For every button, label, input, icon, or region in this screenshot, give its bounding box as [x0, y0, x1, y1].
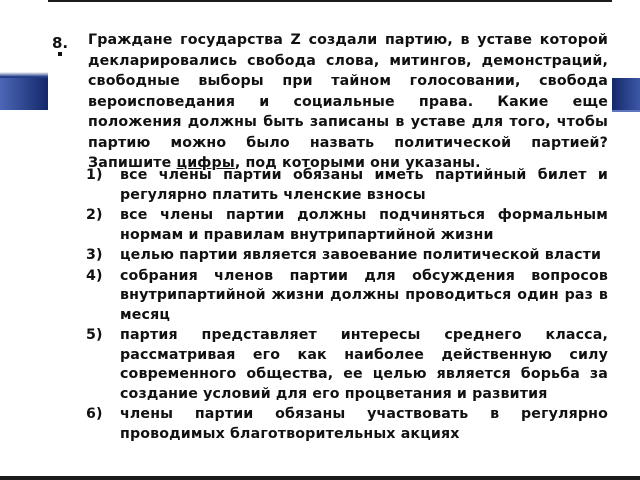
answer-options — [86, 166, 608, 445]
frame-bottom-line — [0, 476, 640, 480]
answer-option-text: все члены партии обязаны иметь партийный билет и регулярно платить членские взносы — [120, 167, 608, 203]
answer-option — [86, 206, 608, 245]
document-page — [48, 18, 612, 476]
answer-option — [86, 326, 608, 404]
slide-frame-left-band — [0, 78, 48, 110]
question-stem — [88, 30, 608, 174]
answer-option-text: собрания членов партии для обсуждения вопросов внутрипартийной жизни должны проводиться один раз в месяц — [120, 267, 608, 323]
answer-option-number: 2) — [86, 207, 103, 223]
slide-frame-right — [612, 0, 640, 480]
frame-top-line — [0, 0, 640, 2]
answer-option-text: целью партии является завоевание политической власти — [120, 247, 602, 263]
answer-option — [86, 405, 608, 444]
question-stem-ending: , под которыми они указаны. — [234, 155, 481, 171]
answer-option-number: 3) — [86, 247, 103, 263]
answer-option-number: 4) — [86, 267, 103, 284]
answer-option-number: 6) — [86, 406, 103, 422]
question-stem-emphasis: цифры — [176, 155, 235, 171]
answer-option-text: партия представляет интересы среднего класса, рассматривая его как наиболее действенную силу современного общества, ее целью является борьба за создание условий для его процветания и развития — [120, 327, 608, 402]
answer-option-number: 5) — [86, 327, 103, 343]
question-number-mark — [58, 52, 62, 56]
question-number: 8. — [52, 34, 69, 52]
slide-frame-right-line — [612, 110, 640, 112]
answer-option — [86, 166, 608, 205]
answer-option-text: все члены партии должны подчиняться формальным нормам и правилам внутрипартийной жизни — [120, 207, 608, 243]
slide-frame-left — [0, 0, 48, 480]
answer-option — [86, 267, 608, 326]
answer-option-text: члены партии обязаны участвовать в регулярно проводимых благотворительных акциях — [120, 406, 608, 442]
answer-option — [86, 246, 608, 266]
question-stem-text: Граждане государства Z создали партию, в уставе которой декларировались свобода слова, митингов, демонстраций, свободные выборы при тайном голосовании, свобода вероисповедания и социальные права. Какие еще положения должны быть записаны в уставе для того, чтобы партию можно было назвать политической партией? Запишите — [88, 32, 608, 171]
slide-frame-right-band — [612, 78, 640, 110]
answer-option-number: 1) — [86, 167, 103, 183]
